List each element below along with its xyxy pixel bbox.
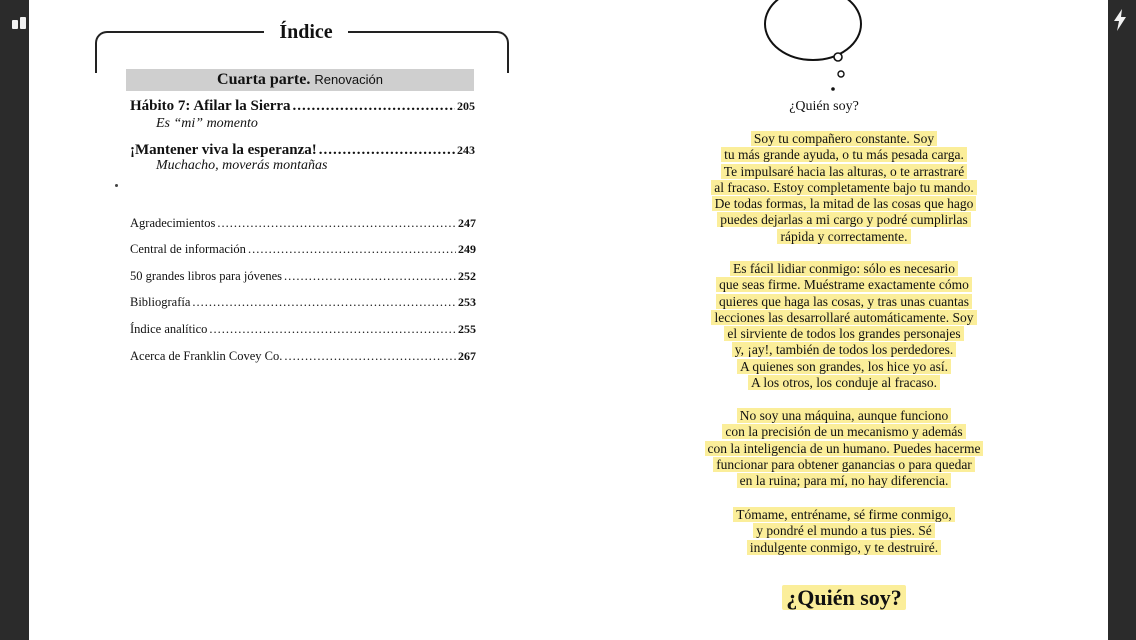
toc-leader-dots [192,294,456,310]
poem-stanza-3 [649,408,1039,489]
poem-line: Es fácil lidiar conmigo: sólo es necesario [730,261,958,276]
toc-entry-page: 253 [458,295,476,309]
toc-leader-dots [284,268,456,284]
toc-main-entry [130,141,475,159]
section-heading-regular: Renovación [314,72,383,87]
toc-entry-title: Bibliografía [130,295,191,309]
toc-entry [130,321,476,337]
toc-leader-dots [209,321,456,337]
index-title: Índice [279,21,333,43]
poem-stanza-4 [649,507,1039,556]
poem-line: A los otros, los conduje al fracaso. [748,375,940,390]
toc-entry-page: 252 [458,269,476,283]
poem-line: que seas firme. Muéstrame exactamente cómo [716,277,972,292]
toc-entry-title: Agradecimientos [130,216,216,230]
scan-speck [115,184,118,187]
toc-leader-dots [319,141,455,159]
poem-stanza-1 [649,131,1039,245]
toc-main-entry [130,97,475,115]
toc-entry-page: 249 [458,242,476,256]
toc-entry-page: 247 [458,216,476,230]
toc-entry-page: 267 [458,349,476,363]
toc-entry-page: 243 [457,143,475,157]
poem-line: No soy una máquina, aunque funciono [737,408,951,423]
poem-line: De todas formas, la mitad de las cosas que hago [712,196,977,211]
toc-entry-title: 50 grandes libros para jóvenes [130,269,283,283]
toc-entry-title: ¡Mantener viva la esperanza! [130,142,317,158]
index-title-container [264,18,348,46]
poem-stanza-2 [649,261,1039,391]
toc-entry [130,268,476,284]
poem-line: funcionar para obtener ganancias o para quedar [713,457,975,472]
charging-bolt-icon [1113,9,1127,31]
toc-entry-page: 205 [457,99,475,113]
poem-line: al fracaso. Estoy completamente bajo tu mando. [711,180,976,195]
toc-leader-dots [293,97,455,115]
toc-entry-subtitle: Muchacho, moverás montañas [156,158,328,173]
toc-entry [130,215,476,231]
poem-closing-text: ¿Quién soy? [782,585,906,610]
section-heading-bold: Cuarta parte. [217,71,311,88]
poem-line: y, ¡ay!, también de todos los perdedores. [732,342,956,357]
toc-entry-page: 255 [458,322,476,336]
poem-closing [729,583,959,613]
poem-line: tu más grande ayuda, o tu más pesada carga. [721,147,967,162]
toc-entry-title: Central de información [130,242,246,256]
poem-line: Soy tu compañero constante. Soy [751,131,937,146]
poem-line: Tómame, entréname, sé firme conmigo, [733,507,955,522]
poem-line: con la precisión de un mecanismo y además [722,424,965,439]
poem-line: quieres que haga las cosas, y tras unas cuantas [716,294,972,309]
toc-entry-subtitle: Es “mi” momento [156,116,258,131]
pause-indicator-icon [10,17,28,33]
poem-line: el sirviente de todos los grandes personajes [724,326,963,341]
toc-leader-dots [248,241,456,257]
section-heading-bar [126,69,474,91]
poem-line: puedes dejarlas a mi cargo y podré cumplirlas [717,212,971,227]
poem-line: indulgente conmigo, y te destruiré. [747,540,941,555]
toc-leader-dots [284,348,456,364]
poem-line: Te impulsaré hacia las alturas, o te arrastraré [721,164,967,179]
poem-heading: ¿Quién soy? [789,99,859,114]
poem-line: con la inteligencia de un humano. Puedes hacerme [705,441,984,456]
toc-entry-title: Índice analítico [130,322,208,336]
toc-entry [130,348,476,364]
thought-bubble-icon [757,0,869,98]
book-scan-page [29,0,1108,640]
poem-line: y pondré el mundo a tus pies. Sé [753,523,934,538]
poem-line: lecciones las desarrollaré automáticamente. Soy [711,310,976,325]
poem-line: en la ruina; para mí, no hay diferencia. [737,473,952,488]
toc-entry-title: Hábito 7: Afilar la Sierra [130,98,291,114]
toc-entry [130,241,476,257]
poem-line: rápida y correctamente. [777,229,910,244]
poem-line: A quienes son grandes, los hice yo así. [737,359,951,374]
toc-entry-title: Acerca de Franklin Covey Co. [130,349,283,363]
toc-leader-dots [217,215,456,231]
toc-entry [130,294,476,310]
